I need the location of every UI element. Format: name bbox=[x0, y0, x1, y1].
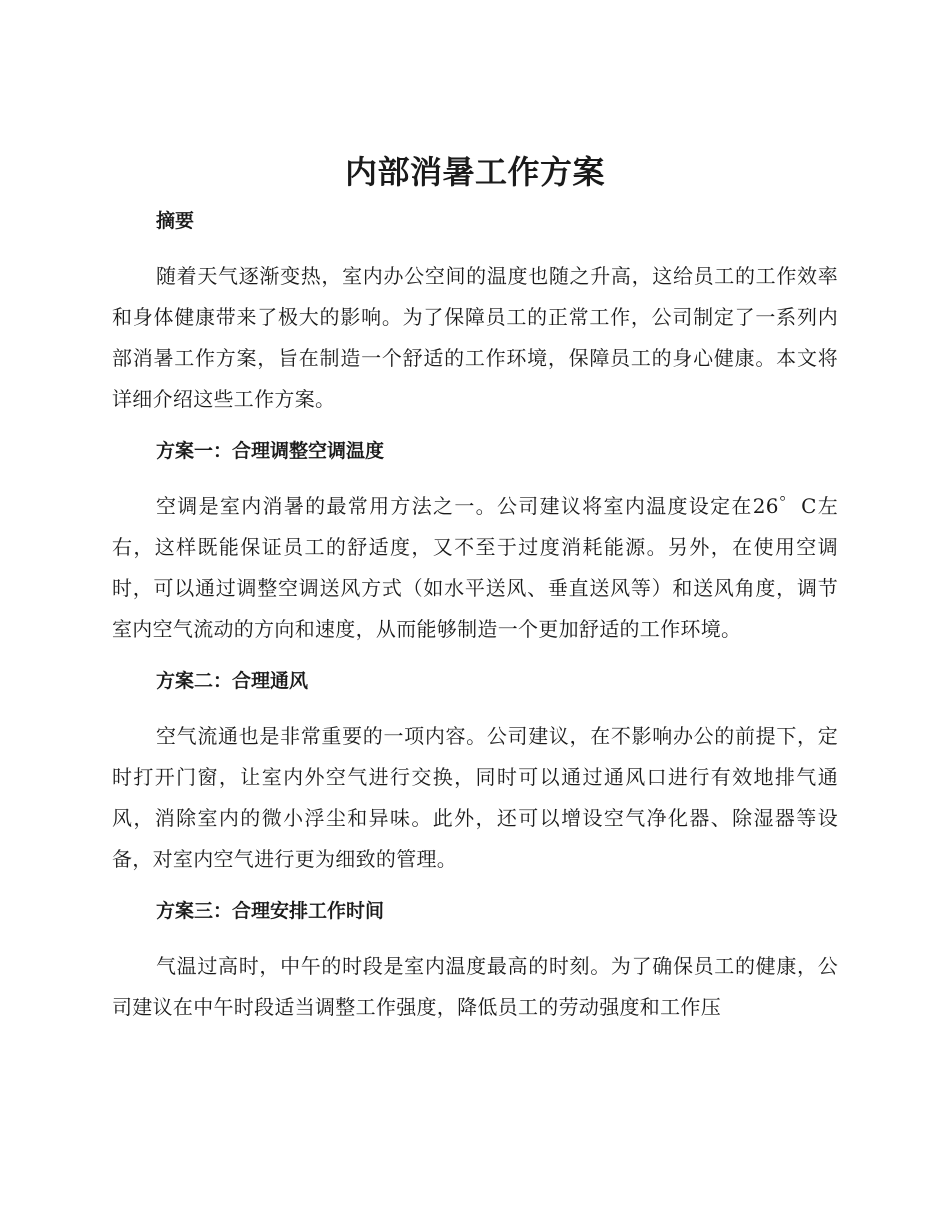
section-2-paragraph: 空气流通也是非常重要的一项内容。公司建议，在不影响办公的前提下，定时打开门窗，让室内外空气进行交换，同时可以通过通风口进行有效地排气通风，消除室内的微小浮尘和异味。此外，还可以增设空气净化器、除湿器等设备，对室内空气进行更为细致的管理。 bbox=[112, 724, 838, 871]
section-2-heading: 方案二：合理通风 bbox=[156, 670, 309, 692]
section-1-paragraph: 空调是室内消暑的最常用方法之一。公司建议将室内温度设定在26゜C左右，这样既能保证员工的舒适度，又不至于过度消耗能源。另外，在使用空调时，可以通过调整空调送风方式（如水平送风、垂直送风等）和送风角度，调节室内空气流动的方向和速度，从而能够制造一个更加舒适的工作环境。 bbox=[112, 494, 838, 641]
section-1-heading: 方案一：合理调整空调温度 bbox=[156, 440, 385, 462]
section-3-heading: 方案三：合理安排工作时间 bbox=[156, 900, 385, 922]
abstract-paragraph: 随着天气逐渐变热，室内办公空间的温度也随之升高，这给员工的工作效率和身体健康带来了极大的影响。为了保障员工的正常工作，公司制定了一系列内部消暑工作方案，旨在制造一个舒适的工作环境，保障员工的身心健康。本文将详细介绍这些工作方案。 bbox=[112, 264, 838, 411]
abstract-heading: 摘要 bbox=[156, 210, 195, 232]
document-title: 内部消暑工作方案 bbox=[344, 153, 605, 191]
section-3-paragraph: 气温过高时，中午的时段是室内温度最高的时刻。为了确保员工的健康，公司建议在中午时段适当调整工作强度，降低员工的劳动强度和工作压 bbox=[112, 954, 838, 1019]
